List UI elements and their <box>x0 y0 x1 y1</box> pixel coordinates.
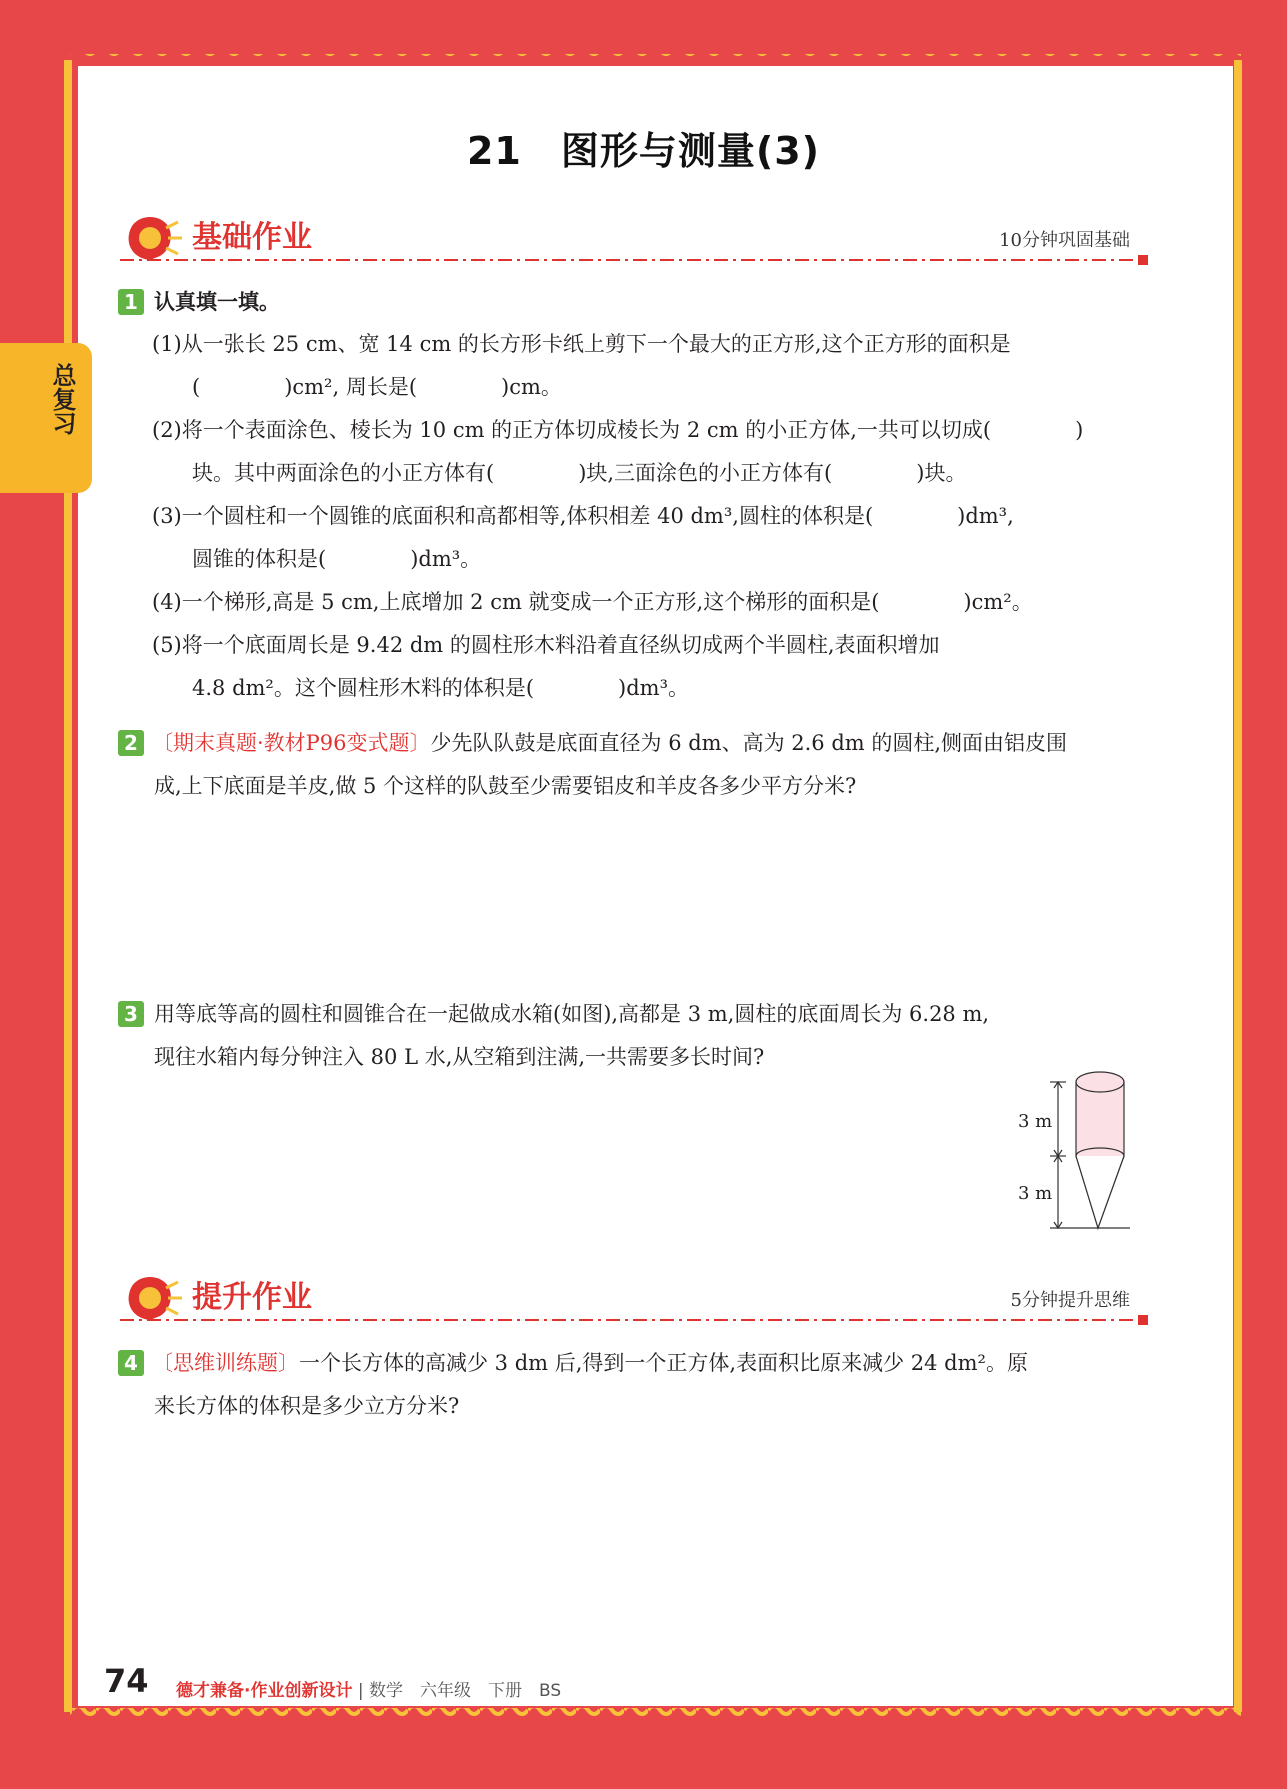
section-label-advanced: 提升作业 <box>192 1280 312 1315</box>
section-sub-basic: 10分钟巩固基础 <box>999 230 1130 251</box>
question-number-4: 4 <box>118 1350 144 1376</box>
section-header-basic <box>120 210 1160 270</box>
footer-info: | 数学 六年级 下册 BS <box>357 1681 562 1701</box>
q4-line1 <box>152 1342 1028 1385</box>
page-title: 21 图形与测量(3) <box>466 129 821 173</box>
q1-line: (3)一个圆柱和一个圆锥的底面积和高都相等,体积相差 40 dm³,圆柱的体积是( )dm³, <box>152 504 1014 528</box>
q1-line: ( )cm², 周长是( )cm。 <box>192 375 562 399</box>
section-label-basic: 基础作业 <box>192 220 312 255</box>
q1-line: 块。其中两面涂色的小正方体有( )块,三面涂色的小正方体有( )块。 <box>192 461 967 485</box>
question-number-3: 3 <box>118 1001 144 1027</box>
q3-line1: 用等底等高的圆柱和圆锥合在一起做成水箱(如图),高都是 3 m,圆柱的底面周长为 6.28 m, <box>154 1002 990 1026</box>
q1-line: (2)将一个表面涂色、棱长为 10 cm 的正方体切成棱长为 2 cm 的小正方体,一共可以切成( ) <box>152 418 1084 442</box>
q4-text: 一个长方体的高减少 3 dm 后,得到一个正方体,表面积比原来减少 24 dm²。原 <box>299 1351 1028 1375</box>
question-number-1: 1 <box>118 289 144 315</box>
q2-line2: 成,上下底面是羊皮,做 5 个这样的队鼓至少需要铝皮和羊皮各多少平方分米? <box>154 774 857 798</box>
q2-text: 少先队队鼓是底面直径为 6 dm、高为 2.6 dm 的圆柱,侧面由铝皮围 <box>430 731 1068 755</box>
footer-text <box>176 1676 561 1701</box>
q2-tag: 〔期末真题·教材P96变式题〕 <box>152 731 431 755</box>
q1-line: (4)一个梯形,高是 5 cm,上底增加 2 cm 就变成一个正方形,这个梯形的面积是( )cm²。 <box>152 590 1033 614</box>
q3-line2: 现往水箱内每分钟注入 80 L 水,从空箱到注满,一共需要多长时间? <box>154 1045 765 1069</box>
question-number-2: 2 <box>118 730 144 756</box>
q1-heading: 认真填一填。 <box>154 290 280 314</box>
q4-tag: 〔思维训练题〕 <box>152 1351 299 1375</box>
section-sub-advanced: 5分钟提升思维 <box>1010 1290 1130 1311</box>
section-divider <box>120 254 1160 266</box>
fig-label-bottom: 3 m <box>1018 1183 1053 1204</box>
q1-line: 圆锥的体积是( )dm³。 <box>192 547 482 571</box>
page-number: 74 <box>104 1662 149 1700</box>
side-tab <box>0 343 92 493</box>
section-divider <box>120 1314 1160 1326</box>
side-tab-label: 总复习 <box>48 363 76 435</box>
q1-line: (5)将一个底面周长是 9.42 dm 的圆柱形木料沿着直径纵切成两个半圆柱,表面积增加 <box>152 633 940 657</box>
footer-brand: 德才兼备·作业创新设计 <box>176 1681 353 1701</box>
q1-line: 4.8 dm²。这个圆柱形木料的体积是( )dm³。 <box>192 676 690 700</box>
q2-line1 <box>152 722 1067 765</box>
q1-line: (1)从一张长 25 cm、宽 14 cm 的长方形卡纸上剪下一个最大的正方形,这个正方形的面积是 <box>152 332 1011 356</box>
q4-line2: 来长方体的体积是多少立方分米? <box>154 1394 460 1418</box>
section-header-advanced <box>120 1270 1160 1330</box>
fig-label-top: 3 m <box>1018 1111 1053 1132</box>
